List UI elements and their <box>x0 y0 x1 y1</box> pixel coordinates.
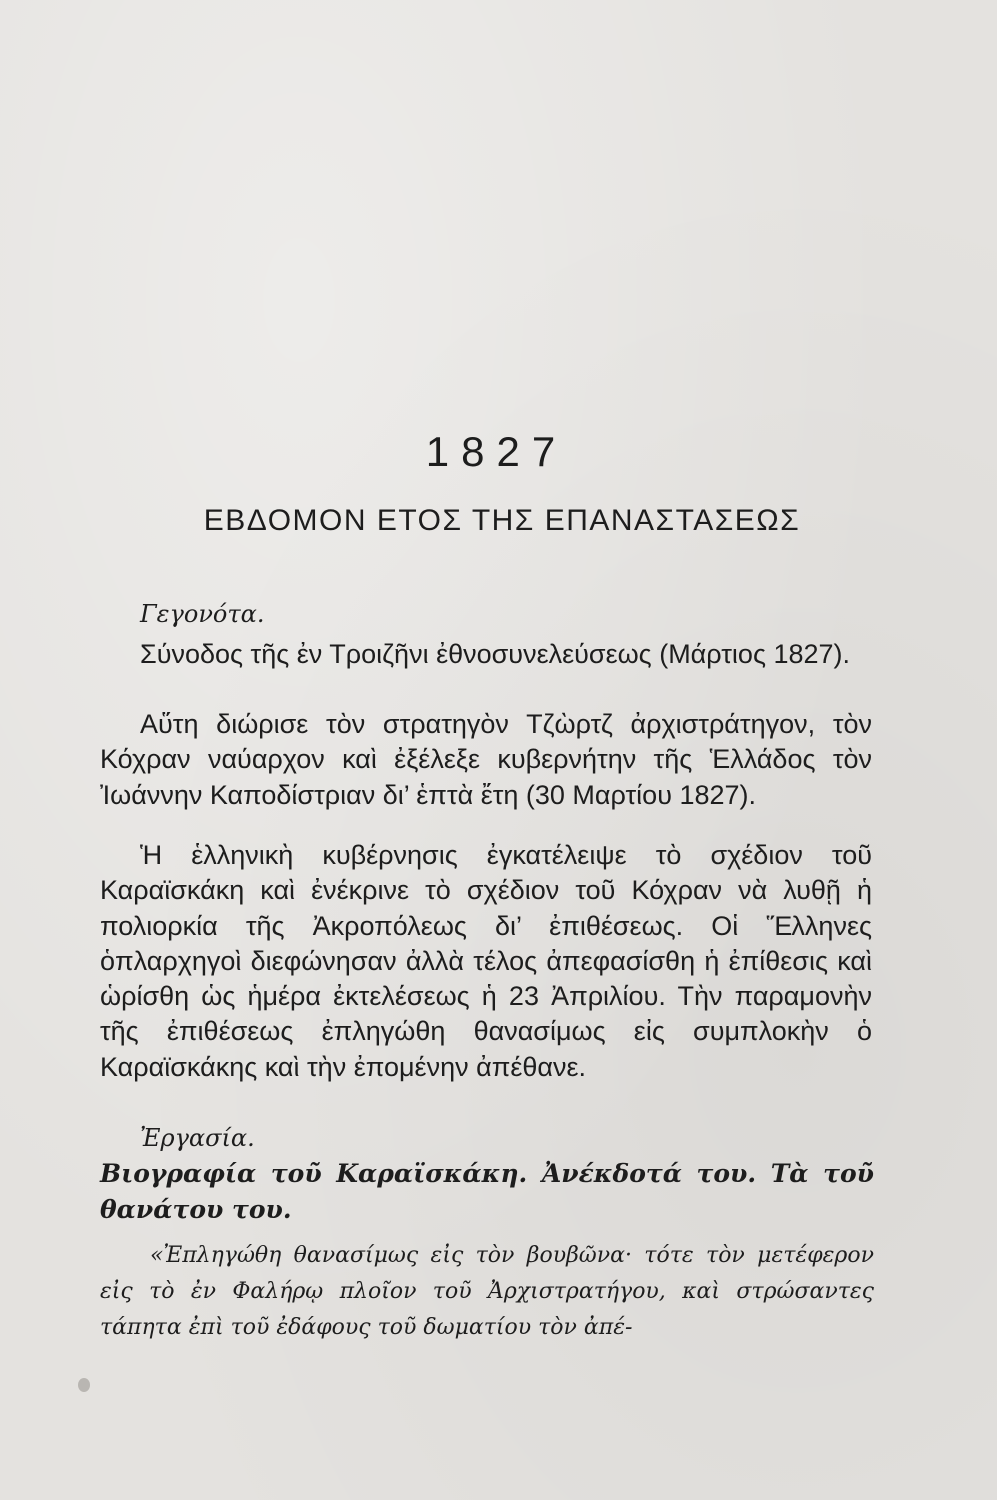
section-label-events: Γεγονότα. <box>140 600 265 628</box>
paper-speck <box>78 1378 90 1392</box>
paragraph-synod: Σύνοδος τῆς ἐν Τροιζῆνι ἐθνοσυνελεύσεως (Μάρτιος 1827). <box>140 639 851 669</box>
paragraph-acropolis: Ἡ ἑλληνικὴ κυβέρνησις ἐγκατέλειψε τὸ σχέδιον τοῦ Καραϊσκάκη καὶ ἐνέκρινε τὸ σχέδιον τοῦ Κόχραν νὰ λυθῇ ἡ πολιορκία τῆς Ἀκροπόλεως δι’ ἐπιθέσεως. Οἱ Ἕλληνες ὁπλαρχηγοὶ διεφώνησαν ἀλλὰ τέλος ἀπεφασίσθη ἡ ἐπίθεσις καὶ ὡρίσθη ὡς ἡμέρα ἐκτελέσεως ἡ 23 Ἀπριλίου. Τὴν παραμονὴν τῆς ἐπιθέσεως ἐπληγώθη θανασίμως εἰς συμπλοκὴν ὁ Καραϊσκάκης καὶ τὴν ἐπομένην ἀπέθανε. <box>100 840 872 1082</box>
work-title: Βιογραφία τοῦ Καραϊσκάκη. Ἀνέκδοτά του. Τὰ τοῦ θανάτου του. <box>100 1159 874 1224</box>
chapter-heading: ΕΒΔΟΜΟΝ ΕΤΟΣ ΤΗΣ ΕΠΑΝΑΣΤΑΣΕΩΣ <box>203 504 801 537</box>
chapter-year: 1827 <box>425 428 568 475</box>
paragraph-appointments: Αὕτη διώρισε τὸν στρατηγὸν Τζὼρτζ ἀρχιστράτηγον, τὸν Κόχραν ναύαρχον καὶ ἐξέλεξε κυβερνήτην τῆς Ἑλλάδος τὸν Ἰωάννην Καποδίστριαν δι’ ἑπτὰ ἔτη (30 Μαρτίου 1827). <box>100 709 872 810</box>
quote-text: «Ἐπληγώθη θανασίμως εἰς τὸν βουβῶνα· τότε τὸν μετέφερον εἰς τὸ ἐν Φαλήρῳ πλοῖον τοῦ Ἀρχιστρατήγου, καὶ στρώσαντες τάπητα ἐπὶ τοῦ ἐδάφους τοῦ δωματίου τὸν ἀπέ- <box>100 1243 874 1340</box>
section-label-work: Ἐργασία. <box>140 1124 255 1152</box>
